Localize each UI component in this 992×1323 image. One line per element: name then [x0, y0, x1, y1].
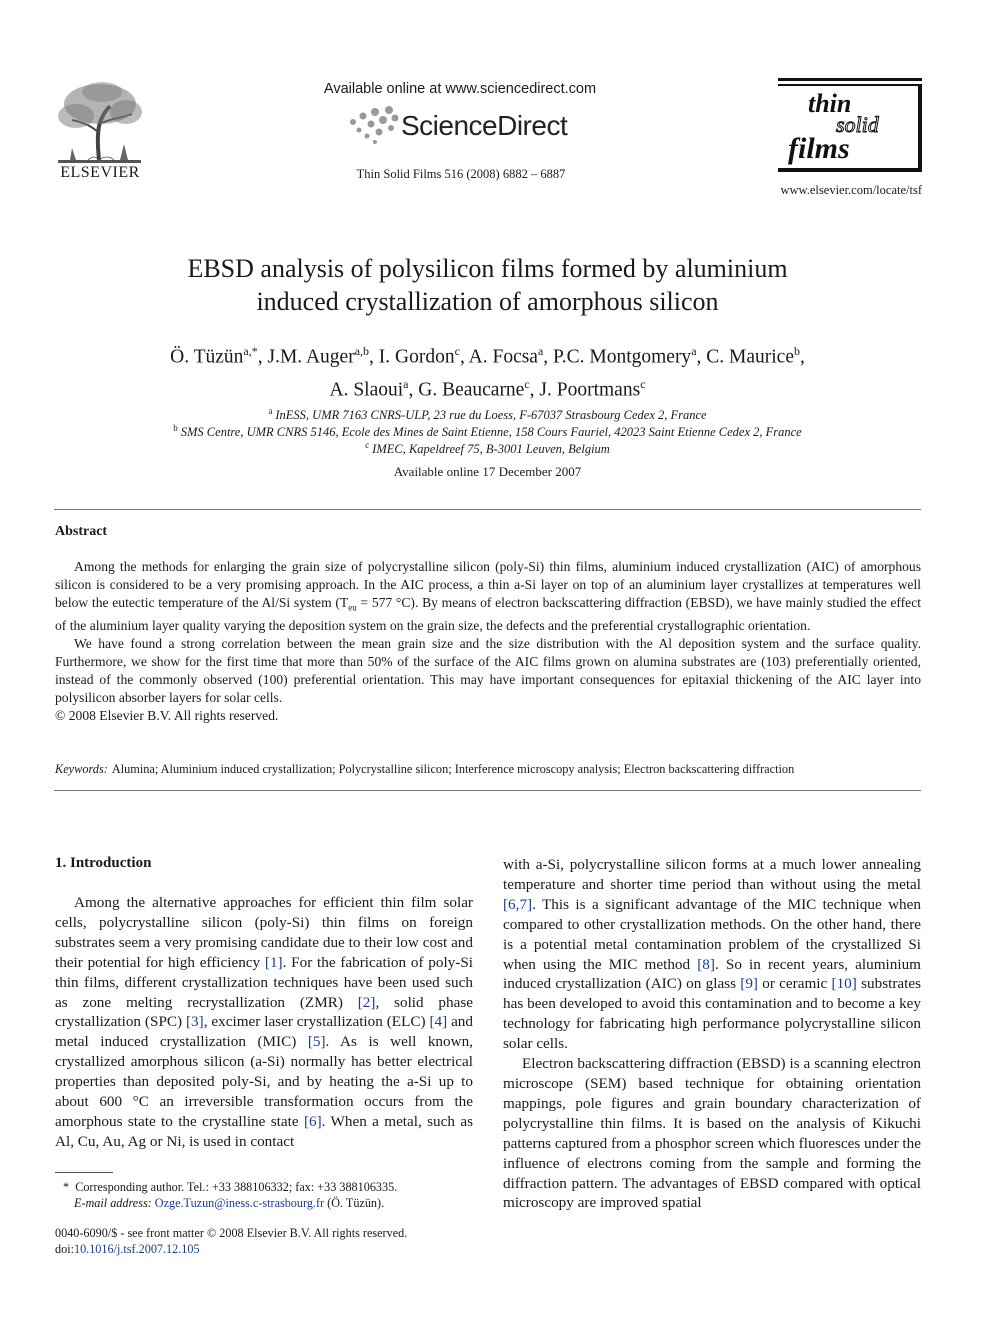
keywords-label: Keywords: — [55, 762, 108, 776]
author-name[interactable]: Ö. Tüzün — [170, 346, 244, 368]
thin-solid-films-logo — [778, 78, 922, 172]
title-line-2: induced crystallization of amorphous silicon — [256, 287, 719, 316]
footnote-star: * — [63, 1180, 70, 1194]
journal-url[interactable]: www.elsevier.com/locate/tsf — [780, 183, 922, 197]
available-online-at[interactable]: Available online at www.sciencedirect.com — [323, 81, 597, 97]
abstract-heading: Abstract — [55, 524, 108, 539]
citation-link[interactable]: [5] — [307, 1033, 326, 1051]
logo-word-thin: thin — [808, 89, 852, 118]
logo-word-films: films — [788, 132, 850, 165]
affiliation-b: $^b$ SMS Centre, UMR CNRS 5146, Ecole des Mines de Saint Etienne, 158 Cours Fauriel, 42023 Saint Etienne Cedex 2, France — [173, 423, 802, 440]
title-line-1: EBSD analysis of polysilicon films formed by aluminium — [187, 254, 788, 283]
corresponding-author-footnote: * Corresponding author. Tel.: +33 388106332; fax: +33 388106335. E-mail address: Ozge.Tuzun@iness.c-strasbourg.fr (Ö. Tüzün). — [63, 1180, 398, 1210]
divider — [54, 790, 921, 791]
article-title — [60, 252, 915, 318]
keywords-list: Alumina; Aluminium induced crystallization; Polycrystalline silicon; Interference microscopy analysis; Electron backscattering diffraction — [111, 762, 795, 776]
citation-link[interactable]: [2] — [357, 993, 376, 1011]
author-name[interactable]: C. Maurice — [706, 346, 794, 368]
abstract-copyright: © 2008 Elsevier B.V. All rights reserved. — [55, 708, 279, 724]
author-name[interactable]: J. Poortmans — [539, 379, 641, 400]
journal-reference: Thin Solid Films 516 (2008) 6882 – 6887 — [356, 167, 566, 181]
authors-line-2: A. Slaoui$^a$, G. Beaucarne$^c$, J. Poortmans$^c$ — [329, 376, 646, 400]
available-online-date: Available online 17 December 2007 — [393, 464, 582, 479]
author-name[interactable]: G. Beaucarne — [418, 379, 525, 400]
intro-paragraph-2: Electron backscattering diffraction (EBSD) is a scanning electron microscope (SEM) based technique for obtaining orientation mappings, pole figures and grain boundary characterization of polycrystalline thin films. It is based on the analysis of Kikuchi patterns captured from a phosphor screen which fluoresces under the influence of electrons coming from the sample and forming the diffraction pattern. The advantages of EBSD compared with optical microscopy are improved spatial — [503, 1055, 921, 1212]
divider — [54, 509, 921, 510]
publisher-name: ELSEVIER — [60, 164, 140, 181]
abstract-paragraph-2: We have found a strong correlation between the mean grain size and the size distribution with the Al deposition system and the surface quality. Furthermore, we show for the first time that more than 50% of the surface of the AIC films grown on alumina substrates are (103) preferentially oriented, instead of the commonly observed (100) preferential orientation. This may have important consequences for epitaxial thickening of the AIC layer into polysilicon absorber layers for solar cells. — [55, 636, 921, 706]
intro-paragraph-1: Among the alternative approaches for efficient thin film solar cells, polycrystalline silicon (poly-Si) thin films on foreign substrates seem a very promising candidate due to their low cost and their potential for high efficiency [1]. For the fabrication of poly-Si thin films, different crystallization techniques have been used such as zone melting recrystallization (ZMR) [2], solid phase crystallization (SPC) [3], excimer laser crystallization (ELC) [4] and metal induced crystallization (MIC) [5]. As is well known, crystallized amorphous silicon (a-Si) normally has better electrical properties than deposited poly-Si, and by heating the a-Si up to about 600 °C an irreversible transformation occurs from the amorphous state to the crystalline state [6]. When a metal, such as Al, Cu, Au, Ag or Ni, is used in contact — [55, 894, 474, 1150]
issn-doi-block: 0040-6090/$ - see front matter © 2008 Elsevier B.V. All rights reserved. doi:10.1016/j.tsf.2007.12.105 — [55, 1226, 408, 1256]
author-affil-mark: a — [691, 344, 697, 358]
logo-word-solid: solid — [836, 112, 879, 137]
author-affil-mark: b — [794, 344, 800, 358]
author-list — [60, 338, 915, 403]
citation-link[interactable]: [3] — [185, 1013, 204, 1031]
authors-line-1: Ö. Tüzün$^{a,*}$, J.M. Auger$^{a,b}$, I. Gordon$^c$, A. Focsa$^a$, P.C. Montgomery$^a$, C. Maurice$^b$, — [170, 344, 805, 368]
citation-link[interactable]: [9] — [740, 975, 758, 993]
abstract-paragraph-1: Among the methods for enlarging the grain size of polycrystalline silicon (poly-Si) thin films, aluminium induced crystallization (AIC) of amorphous silicon is considered to be a very promising approach. In the AIC process, a thin a-Si layer on top of an aluminium layer crystallizes at temperatures well below the eutectic temperature of the Al/Si system ($T_{eu} = 577$ °C). By means of electron backscattering diffraction (EBSD), we have mainly studied the effect of the aluminium layer quality varying the deposition system on the grain size, the defects and the preferential crystallographic orientation. — [55, 559, 922, 633]
author-affil-mark: a,b — [354, 344, 370, 358]
author-affil-mark: a — [537, 344, 544, 358]
left-column — [55, 893, 473, 1152]
author-affil-mark: c — [640, 376, 646, 391]
citation-link[interactable]: [8] — [697, 955, 715, 973]
author-affil-mark: c — [454, 344, 460, 358]
author-affil-mark: a,* — [243, 344, 258, 358]
citation-link[interactable]: [6,7] — [503, 895, 533, 913]
author-name[interactable]: P.C. Montgomery — [553, 346, 692, 368]
citation-link[interactable]: [6] — [303, 1112, 322, 1130]
affiliation-c: $^c$ IMEC, Kapeldreef 75, B-3001 Leuven, Belgium — [365, 440, 610, 457]
author-name[interactable]: J.M. Auger — [267, 346, 355, 368]
intro-paragraph-1-cont: with a-Si, polycrystalline silicon forms at a much lower annealing temperature and shorter time period than without using the metal [6,7]. This is a significant advantage of the MIC technique when compared to other crystallization methods. On the other hand, there is a potential metal contamination problem of the crystallized Si when using the MIC method [8]. So in recent years, aluminium induced crystallization (AIC) on glass [9] or ceramic [10] substrates has been developed to avoid this contamination and to become a key technology for fabricating high performance polycrystalline silicon solar cells. — [503, 856, 921, 1053]
sciencedirect-brand: ScienceDirect — [401, 110, 568, 141]
abstract-body — [55, 558, 921, 726]
keywords — [55, 762, 921, 777]
doi-link[interactable]: 10.1016/j.tsf.2007.12.105 — [73, 1242, 200, 1256]
right-column — [503, 855, 921, 1213]
email-link[interactable]: Ozge.Tuzun@iness.c-strasbourg.fr — [154, 1196, 325, 1210]
author-affil-mark: a — [403, 376, 409, 391]
author-name[interactable]: A. Focsa — [468, 346, 538, 368]
citation-link[interactable]: [4] — [429, 1013, 448, 1031]
author-name[interactable]: I. Gordon — [378, 346, 455, 368]
affiliation-a: $^a$ InESS, UMR 7163 CNRS-ULP, 23 rue du Loess, F-67037 Strasbourg Cedex 2, France — [268, 406, 707, 423]
citation-link[interactable]: [10] — [831, 975, 857, 993]
section-heading-introduction: 1. Introduction — [55, 855, 152, 871]
author-affil-mark: c — [524, 376, 530, 391]
citation-link[interactable]: [1] — [264, 953, 283, 971]
author-name[interactable]: A. Slaoui — [329, 379, 404, 400]
issn-line: 0040-6090/$ - see front matter © 2008 Elsevier B.V. All rights reserved. — [55, 1226, 408, 1240]
footnote-divider — [55, 1172, 113, 1173]
